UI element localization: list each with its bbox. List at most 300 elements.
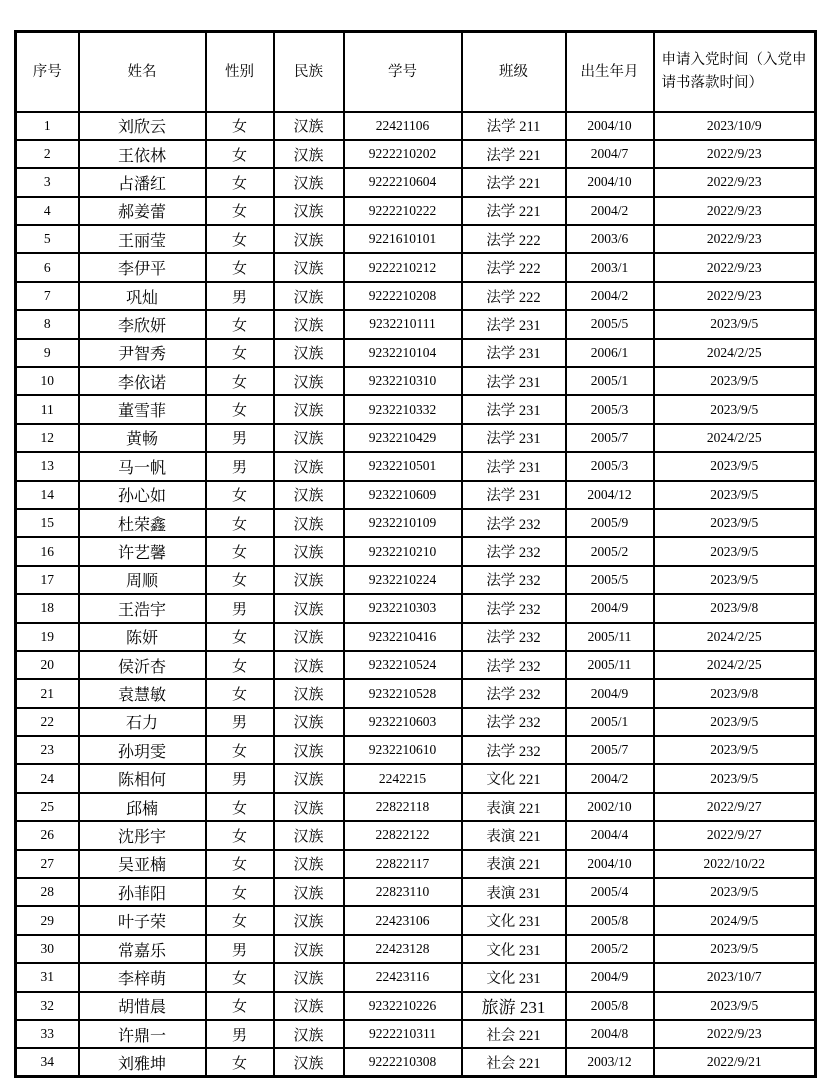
cell-index: 16 (16, 537, 79, 565)
cell-name: 李伊平 (79, 253, 206, 281)
cell-name: 吴亚楠 (79, 850, 206, 878)
cell-student_id: 9232210226 (344, 992, 462, 1020)
cell-application_date: 2022/9/27 (654, 793, 816, 821)
cell-birth_date: 2005/1 (566, 708, 654, 736)
cell-gender: 女 (206, 878, 274, 906)
cell-gender: 女 (206, 112, 274, 140)
cell-birth_date: 2004/10 (566, 112, 654, 140)
cell-student_id: 9232210528 (344, 679, 462, 707)
cell-index: 4 (16, 197, 79, 225)
cell-birth_date: 2004/10 (566, 850, 654, 878)
cell-student_id: 9222210212 (344, 253, 462, 281)
cell-ethnicity: 汉族 (274, 424, 344, 452)
table-row (16, 367, 816, 395)
table-row (16, 310, 816, 338)
cell-birth_date: 2006/1 (566, 339, 654, 367)
cell-application_date: 2022/9/27 (654, 821, 816, 849)
cell-gender: 男 (206, 1020, 274, 1048)
table-row (16, 566, 816, 594)
cell-ethnicity: 汉族 (274, 963, 344, 991)
column-header-name: 姓名 (79, 32, 206, 112)
cell-class: 法学 232 (462, 566, 566, 594)
table-row (16, 708, 816, 736)
cell-index: 2 (16, 140, 79, 168)
cell-name: 董雪菲 (79, 395, 206, 423)
table-row (16, 168, 816, 196)
cell-ethnicity: 汉族 (274, 793, 344, 821)
cell-student_id: 9222210222 (344, 197, 462, 225)
cell-gender: 女 (206, 140, 274, 168)
cell-application_date: 2022/9/23 (654, 282, 816, 310)
cell-class: 法学 232 (462, 594, 566, 622)
table-row (16, 537, 816, 565)
cell-birth_date: 2005/9 (566, 509, 654, 537)
cell-student_id: 9232210111 (344, 310, 462, 338)
cell-gender: 女 (206, 197, 274, 225)
cell-index: 21 (16, 679, 79, 707)
cell-birth_date: 2004/8 (566, 1020, 654, 1048)
table-row (16, 935, 816, 963)
cell-class: 社会 221 (462, 1020, 566, 1048)
cell-index: 5 (16, 225, 79, 253)
cell-index: 7 (16, 282, 79, 310)
cell-student_id: 9232210310 (344, 367, 462, 395)
cell-index: 31 (16, 963, 79, 991)
cell-application_date: 2023/9/5 (654, 537, 816, 565)
cell-name: 袁慧敏 (79, 679, 206, 707)
cell-class: 法学 231 (462, 339, 566, 367)
cell-index: 29 (16, 906, 79, 934)
table-row (16, 764, 816, 792)
table-row (16, 736, 816, 764)
cell-gender: 女 (206, 906, 274, 934)
cell-student_id: 9232210210 (344, 537, 462, 565)
cell-ethnicity: 汉族 (274, 140, 344, 168)
cell-name: 常嘉乐 (79, 935, 206, 963)
cell-application_date: 2024/2/25 (654, 651, 816, 679)
cell-application_date: 2022/9/23 (654, 1020, 816, 1048)
cell-index: 34 (16, 1048, 79, 1076)
cell-birth_date: 2005/3 (566, 395, 654, 423)
cell-ethnicity: 汉族 (274, 481, 344, 509)
cell-ethnicity: 汉族 (274, 764, 344, 792)
cell-ethnicity: 汉族 (274, 708, 344, 736)
cell-student_id: 22822122 (344, 821, 462, 849)
cell-class: 文化 231 (462, 963, 566, 991)
table-row (16, 679, 816, 707)
cell-gender: 女 (206, 679, 274, 707)
cell-gender: 女 (206, 310, 274, 338)
cell-gender: 女 (206, 651, 274, 679)
table-row (16, 140, 816, 168)
cell-gender: 女 (206, 736, 274, 764)
cell-gender: 女 (206, 623, 274, 651)
cell-class: 法学 222 (462, 282, 566, 310)
cell-application_date: 2023/9/5 (654, 736, 816, 764)
cell-ethnicity: 汉族 (274, 878, 344, 906)
cell-index: 26 (16, 821, 79, 849)
cell-index: 10 (16, 367, 79, 395)
cell-birth_date: 2005/8 (566, 992, 654, 1020)
cell-gender: 女 (206, 509, 274, 537)
cell-student_id: 9232210332 (344, 395, 462, 423)
table-row (16, 1048, 816, 1076)
cell-gender: 女 (206, 225, 274, 253)
cell-class: 法学 231 (462, 452, 566, 480)
table-row (16, 878, 816, 906)
cell-application_date: 2023/9/5 (654, 481, 816, 509)
table-row (16, 225, 816, 253)
cell-gender: 女 (206, 850, 274, 878)
cell-class: 法学 232 (462, 509, 566, 537)
cell-gender: 男 (206, 935, 274, 963)
cell-birth_date: 2004/2 (566, 764, 654, 792)
cell-name: 许鼎一 (79, 1020, 206, 1048)
column-header-ethnicity: 民族 (274, 32, 344, 112)
table-row (16, 253, 816, 281)
cell-student_id: 9222210604 (344, 168, 462, 196)
cell-gender: 女 (206, 168, 274, 196)
cell-gender: 女 (206, 963, 274, 991)
cell-gender: 男 (206, 764, 274, 792)
cell-class: 法学 232 (462, 651, 566, 679)
cell-index: 13 (16, 452, 79, 480)
cell-application_date: 2023/9/5 (654, 708, 816, 736)
cell-class: 表演 221 (462, 793, 566, 821)
cell-name: 刘雅坤 (79, 1048, 206, 1076)
cell-name: 胡惜晨 (79, 992, 206, 1020)
column-header-class: 班级 (462, 32, 566, 112)
cell-index: 3 (16, 168, 79, 196)
header-row (16, 32, 816, 112)
cell-birth_date: 2003/6 (566, 225, 654, 253)
cell-student_id: 9232210501 (344, 452, 462, 480)
cell-ethnicity: 汉族 (274, 339, 344, 367)
cell-name: 李梓萌 (79, 963, 206, 991)
column-header-student_id: 学号 (344, 32, 462, 112)
cell-gender: 女 (206, 992, 274, 1020)
cell-index: 22 (16, 708, 79, 736)
cell-class: 社会 221 (462, 1048, 566, 1076)
cell-gender: 女 (206, 1048, 274, 1076)
cell-ethnicity: 汉族 (274, 310, 344, 338)
cell-birth_date: 2004/12 (566, 481, 654, 509)
table-row (16, 906, 816, 934)
table-row (16, 339, 816, 367)
cell-application_date: 2023/9/5 (654, 764, 816, 792)
cell-name: 李依诺 (79, 367, 206, 395)
cell-birth_date: 2003/1 (566, 253, 654, 281)
cell-ethnicity: 汉族 (274, 282, 344, 310)
cell-student_id: 22423116 (344, 963, 462, 991)
table-row (16, 963, 816, 991)
cell-index: 12 (16, 424, 79, 452)
cell-index: 17 (16, 566, 79, 594)
cell-ethnicity: 汉族 (274, 821, 344, 849)
cell-name: 周顺 (79, 566, 206, 594)
cell-student_id: 22822117 (344, 850, 462, 878)
cell-student_id: 9222210208 (344, 282, 462, 310)
cell-ethnicity: 汉族 (274, 935, 344, 963)
cell-student_id: 9232210603 (344, 708, 462, 736)
cell-ethnicity: 汉族 (274, 367, 344, 395)
cell-birth_date: 2005/8 (566, 906, 654, 934)
cell-ethnicity: 汉族 (274, 651, 344, 679)
cell-ethnicity: 汉族 (274, 594, 344, 622)
cell-name: 孙心如 (79, 481, 206, 509)
cell-gender: 男 (206, 452, 274, 480)
cell-class: 法学 221 (462, 197, 566, 225)
cell-name: 李欣妍 (79, 310, 206, 338)
cell-application_date: 2023/9/5 (654, 367, 816, 395)
cell-student_id: 22823110 (344, 878, 462, 906)
cell-ethnicity: 汉族 (274, 992, 344, 1020)
cell-ethnicity: 汉族 (274, 253, 344, 281)
cell-application_date: 2023/9/5 (654, 509, 816, 537)
cell-name: 郝姜蕾 (79, 197, 206, 225)
cell-name: 石力 (79, 708, 206, 736)
cell-ethnicity: 汉族 (274, 1048, 344, 1076)
cell-student_id: 9232210524 (344, 651, 462, 679)
cell-class: 法学 232 (462, 537, 566, 565)
cell-class: 表演 221 (462, 850, 566, 878)
table-row (16, 850, 816, 878)
cell-gender: 男 (206, 282, 274, 310)
cell-ethnicity: 汉族 (274, 850, 344, 878)
cell-birth_date: 2005/1 (566, 367, 654, 395)
cell-application_date: 2023/9/8 (654, 594, 816, 622)
party-application-roster-table (14, 30, 817, 1078)
cell-student_id: 9222210311 (344, 1020, 462, 1048)
cell-gender: 女 (206, 537, 274, 565)
column-header-application_date: 申请入党时间（入党申请书落款时间） (654, 32, 816, 112)
cell-birth_date: 2005/5 (566, 310, 654, 338)
cell-application_date: 2023/9/5 (654, 395, 816, 423)
cell-ethnicity: 汉族 (274, 736, 344, 764)
cell-student_id: 9232210609 (344, 481, 462, 509)
cell-application_date: 2023/9/8 (654, 679, 816, 707)
cell-ethnicity: 汉族 (274, 623, 344, 651)
cell-name: 沈彤宇 (79, 821, 206, 849)
cell-class: 法学 222 (462, 225, 566, 253)
cell-name: 侯沂杏 (79, 651, 206, 679)
cell-name: 占潘红 (79, 168, 206, 196)
cell-birth_date: 2005/11 (566, 623, 654, 651)
table-row (16, 452, 816, 480)
cell-index: 33 (16, 1020, 79, 1048)
cell-application_date: 2022/9/23 (654, 168, 816, 196)
cell-class: 文化 231 (462, 906, 566, 934)
cell-birth_date: 2004/9 (566, 963, 654, 991)
cell-index: 8 (16, 310, 79, 338)
cell-application_date: 2023/9/5 (654, 310, 816, 338)
cell-class: 法学 231 (462, 367, 566, 395)
cell-student_id: 9222210308 (344, 1048, 462, 1076)
cell-index: 14 (16, 481, 79, 509)
table-row (16, 821, 816, 849)
cell-student_id: 9222210202 (344, 140, 462, 168)
cell-application_date: 2024/9/5 (654, 906, 816, 934)
cell-application_date: 2023/10/9 (654, 112, 816, 140)
cell-application_date: 2023/10/7 (654, 963, 816, 991)
cell-student_id: 9221610101 (344, 225, 462, 253)
cell-gender: 女 (206, 793, 274, 821)
cell-application_date: 2024/2/25 (654, 623, 816, 651)
cell-application_date: 2023/9/5 (654, 878, 816, 906)
column-header-gender: 性别 (206, 32, 274, 112)
cell-index: 30 (16, 935, 79, 963)
cell-application_date: 2022/10/22 (654, 850, 816, 878)
cell-class: 文化 231 (462, 935, 566, 963)
cell-gender: 女 (206, 821, 274, 849)
cell-index: 15 (16, 509, 79, 537)
table-row (16, 594, 816, 622)
cell-birth_date: 2005/7 (566, 736, 654, 764)
table-body (16, 112, 816, 1077)
cell-name: 许艺馨 (79, 537, 206, 565)
cell-student_id: 9232210104 (344, 339, 462, 367)
cell-class: 法学 231 (462, 395, 566, 423)
cell-index: 1 (16, 112, 79, 140)
column-header-birth_date: 出生年月 (566, 32, 654, 112)
table-row (16, 509, 816, 537)
cell-index: 27 (16, 850, 79, 878)
cell-student_id: 9232210303 (344, 594, 462, 622)
cell-birth_date: 2004/10 (566, 168, 654, 196)
cell-birth_date: 2004/4 (566, 821, 654, 849)
cell-index: 28 (16, 878, 79, 906)
cell-student_id: 9232210610 (344, 736, 462, 764)
cell-index: 18 (16, 594, 79, 622)
cell-gender: 女 (206, 395, 274, 423)
cell-birth_date: 2004/7 (566, 140, 654, 168)
cell-gender: 女 (206, 339, 274, 367)
cell-student_id: 2242215 (344, 764, 462, 792)
cell-class: 法学 222 (462, 253, 566, 281)
cell-student_id: 22423128 (344, 935, 462, 963)
cell-name: 孙菲阳 (79, 878, 206, 906)
cell-name: 陈妍 (79, 623, 206, 651)
cell-class: 旅游 231 (462, 992, 566, 1020)
cell-ethnicity: 汉族 (274, 537, 344, 565)
cell-gender: 女 (206, 481, 274, 509)
cell-birth_date: 2005/3 (566, 452, 654, 480)
cell-class: 法学 232 (462, 679, 566, 707)
cell-class: 法学 221 (462, 168, 566, 196)
cell-application_date: 2022/9/23 (654, 253, 816, 281)
table-row (16, 481, 816, 509)
cell-birth_date: 2004/2 (566, 197, 654, 225)
cell-birth_date: 2005/4 (566, 878, 654, 906)
cell-name: 叶子荣 (79, 906, 206, 934)
cell-birth_date: 2005/2 (566, 935, 654, 963)
cell-gender: 男 (206, 594, 274, 622)
cell-birth_date: 2004/9 (566, 679, 654, 707)
table-header (16, 32, 816, 112)
cell-student_id: 9232210109 (344, 509, 462, 537)
cell-name: 孙玥雯 (79, 736, 206, 764)
cell-name: 刘欣云 (79, 112, 206, 140)
table-row (16, 992, 816, 1020)
cell-name: 巩灿 (79, 282, 206, 310)
column-header-index: 序号 (16, 32, 79, 112)
cell-ethnicity: 汉族 (274, 906, 344, 934)
table-row (16, 395, 816, 423)
cell-index: 32 (16, 992, 79, 1020)
cell-index: 25 (16, 793, 79, 821)
table-row (16, 282, 816, 310)
cell-class: 法学 231 (462, 310, 566, 338)
cell-student_id: 22423106 (344, 906, 462, 934)
cell-gender: 男 (206, 424, 274, 452)
cell-ethnicity: 汉族 (274, 168, 344, 196)
cell-ethnicity: 汉族 (274, 679, 344, 707)
cell-student_id: 9232210429 (344, 424, 462, 452)
cell-application_date: 2023/9/5 (654, 992, 816, 1020)
cell-index: 23 (16, 736, 79, 764)
table-row (16, 112, 816, 140)
cell-student_id: 9232210224 (344, 566, 462, 594)
cell-name: 陈相何 (79, 764, 206, 792)
cell-name: 王浩宇 (79, 594, 206, 622)
cell-name: 黄畅 (79, 424, 206, 452)
cell-class: 法学 232 (462, 623, 566, 651)
cell-birth_date: 2003/12 (566, 1048, 654, 1076)
cell-application_date: 2023/9/5 (654, 452, 816, 480)
cell-name: 王依林 (79, 140, 206, 168)
cell-index: 20 (16, 651, 79, 679)
cell-name: 马一帆 (79, 452, 206, 480)
cell-class: 法学 221 (462, 140, 566, 168)
table-row (16, 793, 816, 821)
cell-index: 6 (16, 253, 79, 281)
cell-student_id: 22822118 (344, 793, 462, 821)
cell-application_date: 2022/9/23 (654, 225, 816, 253)
cell-class: 表演 221 (462, 821, 566, 849)
table-row (16, 197, 816, 225)
cell-birth_date: 2005/5 (566, 566, 654, 594)
cell-class: 法学 231 (462, 424, 566, 452)
cell-index: 24 (16, 764, 79, 792)
cell-ethnicity: 汉族 (274, 566, 344, 594)
cell-application_date: 2022/9/21 (654, 1048, 816, 1076)
cell-ethnicity: 汉族 (274, 225, 344, 253)
cell-index: 19 (16, 623, 79, 651)
cell-birth_date: 2004/2 (566, 282, 654, 310)
cell-gender: 男 (206, 708, 274, 736)
cell-class: 法学 232 (462, 708, 566, 736)
cell-birth_date: 2005/2 (566, 537, 654, 565)
cell-birth_date: 2002/10 (566, 793, 654, 821)
cell-student_id: 22421106 (344, 112, 462, 140)
table-row (16, 651, 816, 679)
cell-gender: 女 (206, 367, 274, 395)
cell-birth_date: 2005/11 (566, 651, 654, 679)
cell-ethnicity: 汉族 (274, 452, 344, 480)
cell-application_date: 2022/9/23 (654, 140, 816, 168)
cell-class: 法学 232 (462, 736, 566, 764)
cell-application_date: 2022/9/23 (654, 197, 816, 225)
cell-ethnicity: 汉族 (274, 509, 344, 537)
cell-student_id: 9232210416 (344, 623, 462, 651)
cell-ethnicity: 汉族 (274, 197, 344, 225)
cell-application_date: 2023/9/5 (654, 566, 816, 594)
cell-name: 王丽莹 (79, 225, 206, 253)
cell-class: 法学 231 (462, 481, 566, 509)
cell-class: 法学 211 (462, 112, 566, 140)
cell-ethnicity: 汉族 (274, 1020, 344, 1048)
cell-ethnicity: 汉族 (274, 395, 344, 423)
